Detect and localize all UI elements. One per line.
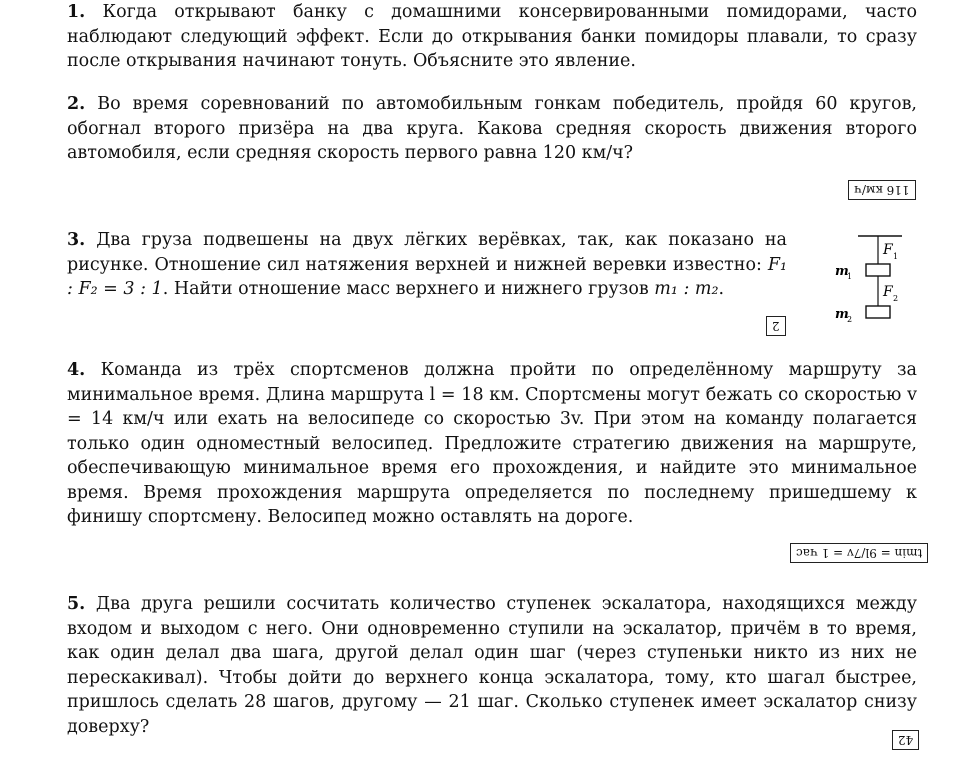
- answer-box: [790, 543, 928, 563]
- problem-text: Два друга решили сосчитать количество ступенек эскалатора, находящихся между входом и выходом с него. Они одновременно ступили на эскалатор, причём в то время, как один делал два шага, другой делал один шаг (через ступеньки никто из них не перескакивал). Чтобы дойти до верхнего конца эскалатора, тому, кто шагал быстрее, пришлось сделать 28 шагов, другому — 21 шаг. Сколько ступенек имеет эскалатор снизу доверху?: [67, 594, 917, 737]
- label-m2: m: [835, 307, 849, 322]
- lower-weight-m2: [866, 306, 890, 318]
- problem-text: Во время соревнований по автомобильным гонкам победитель, пройдя 60 кругов, обогнал второго призёра на два круга. Какова средняя скорость движения второго автомобиля, если средняя скорость первого равна 120 км/ч?: [67, 94, 917, 163]
- answer-text: 116 км/ч: [854, 183, 910, 197]
- label-f1: F: [883, 242, 893, 258]
- problem-4: [67, 358, 917, 530]
- problem-2: [67, 92, 917, 166]
- mass-ratio-formula: m₁ : m₂: [654, 279, 719, 299]
- problem-text-middle: . Найти отношение масс верхнего и нижнего грузов: [162, 279, 655, 299]
- answer-text: 2: [772, 319, 780, 333]
- force-ratio-formula: F₁ : F₂ = 3 : 1: [67, 254, 787, 299]
- problem-3: [67, 228, 787, 302]
- problem-number: 2.: [67, 94, 86, 114]
- label-f2-sub: 2: [893, 294, 899, 303]
- answer-box: [766, 316, 786, 336]
- label-m1-sub: 1: [847, 272, 853, 281]
- answer-box: [848, 180, 916, 200]
- problem-number: 5.: [67, 594, 86, 614]
- problem-1: [67, 0, 917, 74]
- label-f1-sub: 1: [893, 252, 899, 261]
- problem-text-after: .: [718, 279, 725, 299]
- problem-text: Команда из трёх спортсменов должна пройти по определённому маршруту за минимальное время. Длина маршрута l = 18 км. Спортсмены могут бежать со скоростью v = 14 км/ч или ехать на велосипеде со скоростью 3v. При этом на команду полагается только один одноместный велосипед. Предложите стратегию движения на маршруте, обеспечивающую минимальное время его прохождения, и найдите это минимальное время. Время прохождения маршрута определяется по последнему пришедшему к финишу спортсмену. Велосипед можно оставлять на дороге.: [67, 360, 917, 527]
- label-m1: m: [835, 264, 849, 279]
- answer-text: tmin = 9l/7v = 1 час: [796, 546, 923, 560]
- answer-box: [892, 730, 919, 750]
- problem-number: 4.: [67, 360, 86, 380]
- problem-5: [67, 592, 917, 739]
- label-m2-sub: 2: [847, 315, 853, 324]
- answer-text: 42: [898, 733, 914, 747]
- problem-number: 3.: [67, 230, 86, 250]
- label-f2: F: [883, 284, 893, 300]
- problem-number: 1.: [67, 2, 86, 22]
- upper-weight-m1: [866, 264, 890, 276]
- two-weights-diagram: [830, 230, 920, 325]
- problem-text-before: Два груза подвешены на двух лёгких верёвках, так, как показано на рисунке. Отношение сил натяжения верхней и нижней веревки известно:: [67, 230, 787, 275]
- problem-text: Когда открывают банку с домашними консервированными помидорами, часто наблюдают следующий эффект. Если до открывания банки помидоры плавали, то сразу после открывания начинают тонуть. Объясните это явление.: [67, 2, 917, 71]
